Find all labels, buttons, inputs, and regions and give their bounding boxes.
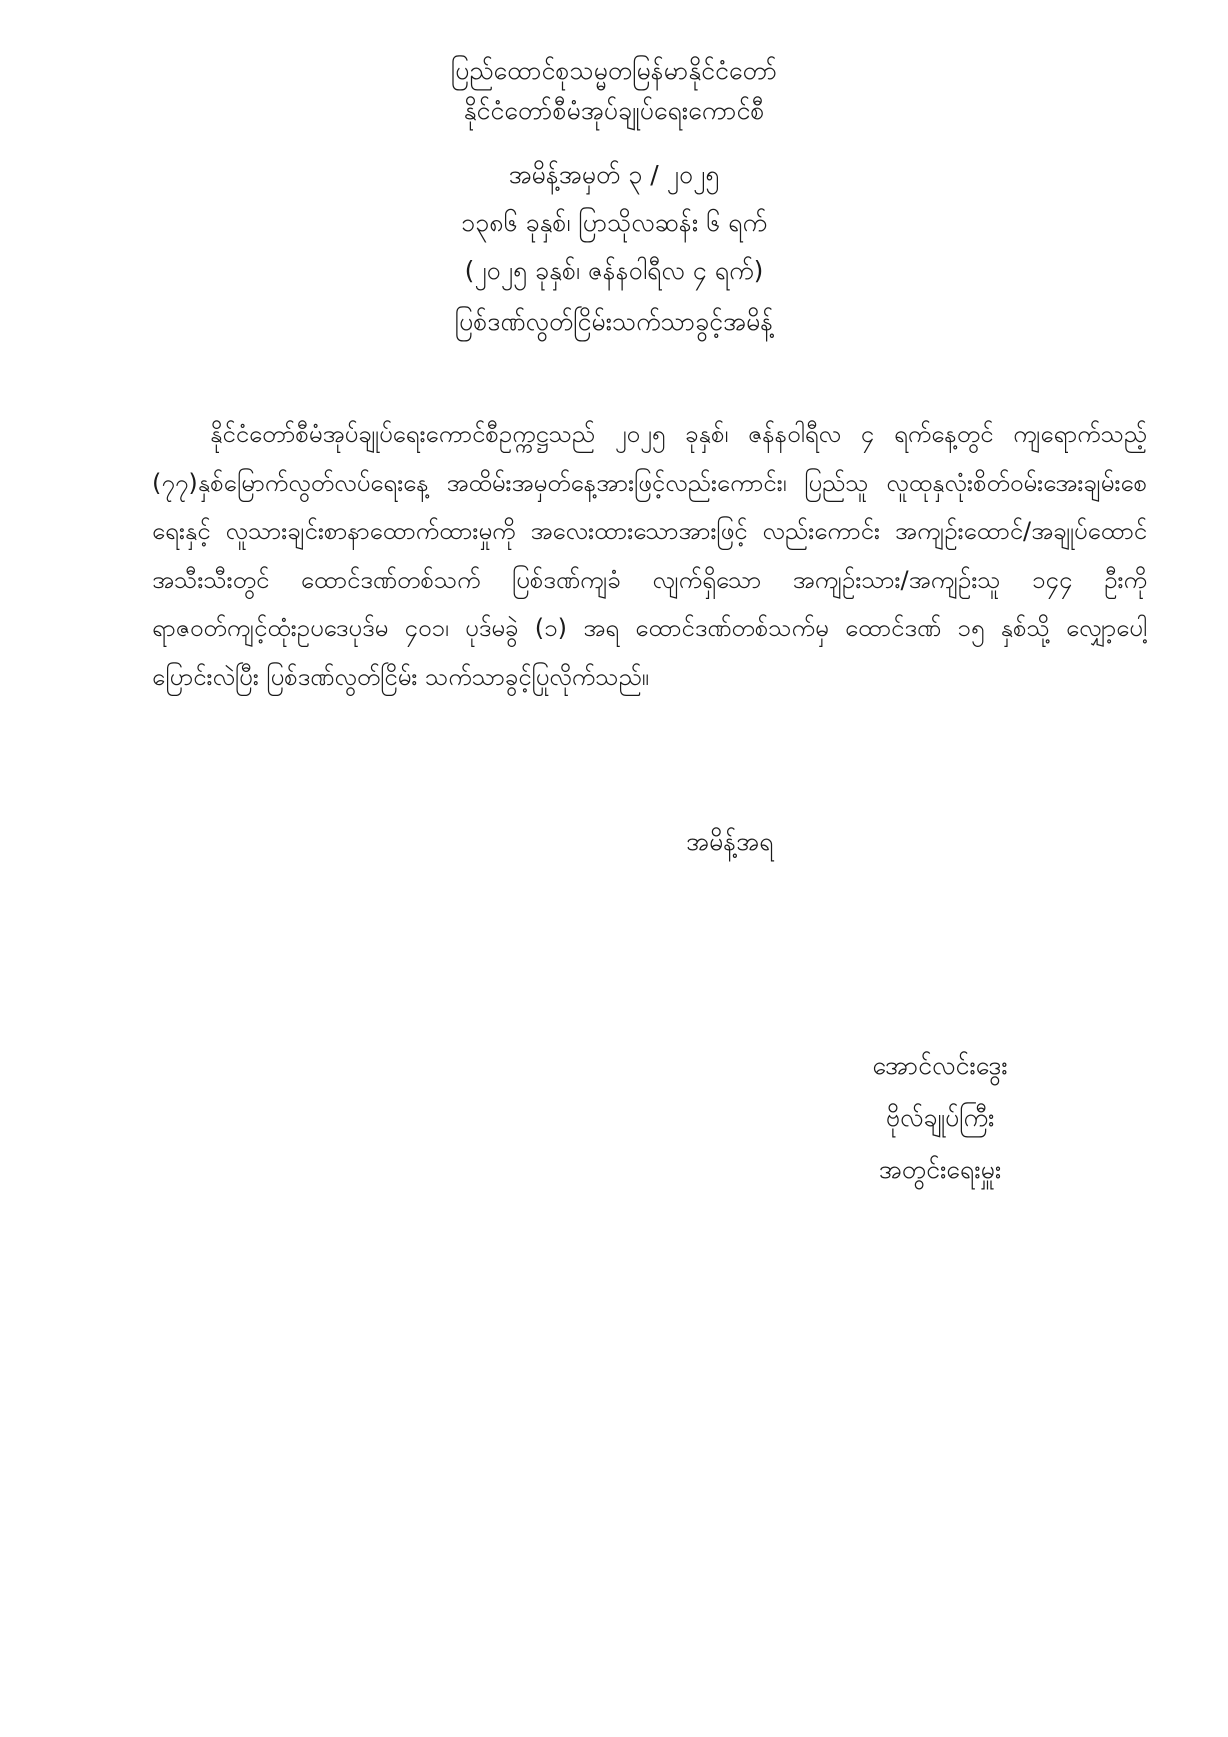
order-number: အမိန့်အမှတ် ၃ / ၂၀၂၅ bbox=[508, 160, 720, 189]
signature-block bbox=[820, 1040, 1060, 1196]
signatory-title: အတွင်းရေးမှူး bbox=[878, 1155, 1002, 1184]
order-subject: ပြစ်ဒဏ်လွတ်ငြိမ်းသက်သာခွင့်အမိန့် bbox=[454, 307, 774, 336]
signatory-rank: ဗိုလ်ချုပ်ကြီး bbox=[885, 1103, 995, 1132]
signatory-name: အောင်လင်းဒွေး bbox=[872, 1051, 1008, 1080]
council-heading: နိုင်ငံတော်စီမံအုပ်ချုပ်ရေးကောင်စီ bbox=[463, 96, 765, 125]
by-order-text: အမိန့်အရ bbox=[686, 827, 774, 856]
order-body-paragraph: နိုင်ငံတော်စီမံအုပ်ချုပ်ရေးကောင်စီဥက္ကဋ္ဌသည် ၂၀၂၅ ခုနှစ်၊ ဇန်နဝါရီလ ၄ ရက်နေ့တွင် ကျရောက်သည့် (၇၇)နှစ်မြောက်လွတ်လပ်ရေးနေ့ အထိမ်းအမှတ်နေ့အားဖြင့်လည်းကောင်း၊ ပြည်သူ လူထုနှလုံးစိတ်ဝမ်းအေးချမ်းစေရေးနှင့် လူသားချင်းစာနာထောက်ထားမှုကို အလေးထားသောအားဖြင့် လည်းကောင်း အကျဉ်းထောင်/အချုပ်ထောင်အသီးသီးတွင် ထောင်ဒဏ်တစ်သက် ပြစ်ဒဏ်ကျခံ လျက်ရှိသော အကျဉ်းသား/အကျဉ်းသူ ၁၄၄ ဦးကို ရာဇဝတ်ကျင့်ထုံးဥပဒေပုဒ်မ ၄၀၁၊ ပုဒ်မခွဲ (၁) အရ ထောင်ဒဏ်တစ်သက်မှ ထောင်ဒဏ် ၁၅ နှစ်သို့ လျှော့ပေါ့ပြောင်းလဲပြီး ပြစ်ဒဏ်လွတ်ငြိမ်း သက်သာခွင့်ပြုလိုက်သည်။ bbox=[152, 420, 1147, 691]
country-heading: ပြည်ထောင်စုသမ္မတမြန်မာနိုင်ငံတော် bbox=[450, 56, 778, 85]
myanmar-date: ၁၃၈၆ ခုနှစ်၊ ပြာသိုလဆန်း ၆ ရက် bbox=[461, 208, 767, 237]
gregorian-date: (၂၀၂၅ ခုနှစ်၊ ဇန်နဝါရီလ ၄ ရက်) bbox=[464, 256, 764, 285]
